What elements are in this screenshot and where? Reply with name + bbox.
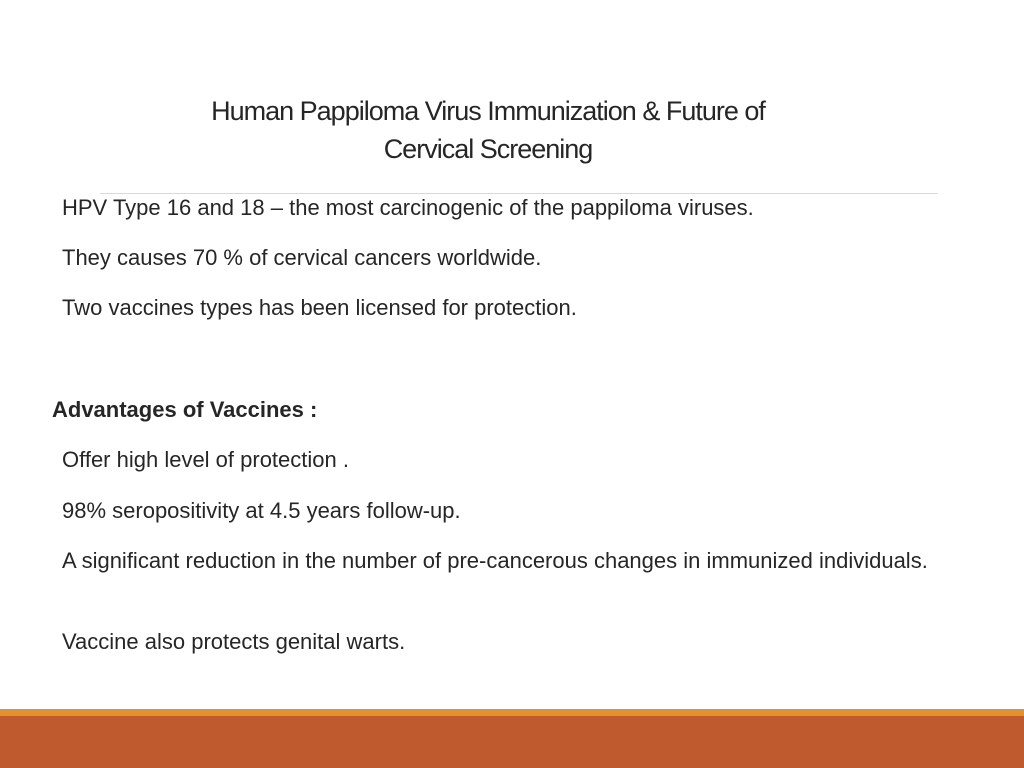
slide-title — [0, 92, 976, 168]
advantage-genital-warts: Vaccine also protects genital warts. — [62, 629, 406, 654]
advantages-heading: Advantages of Vaccines : — [52, 397, 318, 422]
advantage-protection-level: Offer high level of protection . — [62, 447, 349, 472]
slide-title-line-2: Cervical Screening — [383, 134, 593, 164]
advantage-seropositivity: 98% seropositivity at 4.5 years follow-up. — [62, 498, 461, 523]
point-vaccines-licensed: Two vaccines types has been licensed for protection. — [62, 295, 577, 320]
footer-band — [0, 716, 1024, 768]
point-hpv-types: HPV Type 16 and 18 – the most carcinogenic of the pappiloma viruses. — [62, 195, 754, 220]
advantage-precancer-reduction: A significant reduction in the number of pre-cancerous changes in immunized individuals. — [62, 548, 928, 573]
point-cervical-cancer-share: They causes 70 % of cervical cancers worldwide. — [62, 245, 542, 270]
footer-accent-line — [0, 709, 1024, 716]
slide-title-line-1: Human Pappiloma Virus Immunization & Future of — [211, 96, 765, 126]
